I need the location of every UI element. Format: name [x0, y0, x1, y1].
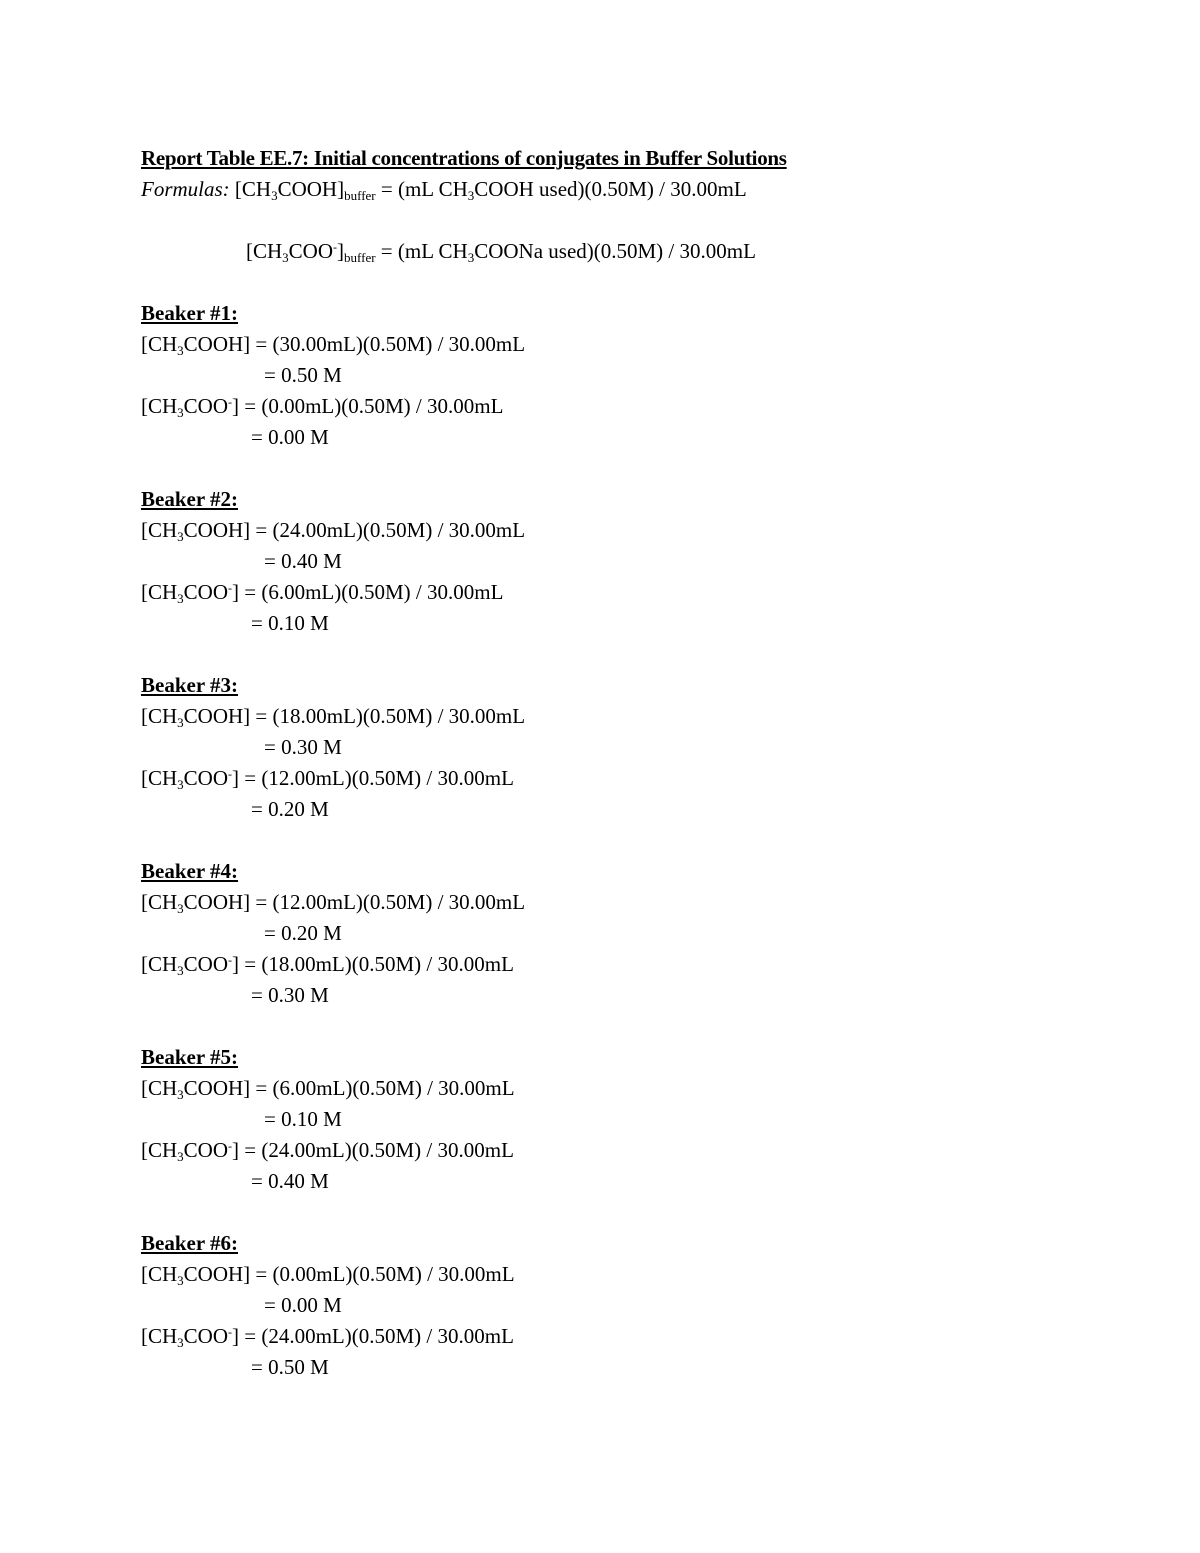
base-concentration-line: $[CH_3COO^-] = (24.00mL)(0.50M) / 30.00mL$ [141, 1138, 514, 1164]
base-concentration-line: $[CH_3COO^-] = (0.00mL)(0.50M) / 30.00mL$ [141, 394, 504, 420]
beaker-block [141, 1042, 1101, 1197]
base-concentration-line: $[CH_3COO^-] = (6.00mL)(0.50M) / 30.00mL$ [141, 580, 504, 606]
acid-concentration-line: $[CH_3COOH] = (12.00mL)(0.50M) / 30.00mL$ [141, 890, 526, 916]
beaker-block [141, 1228, 1101, 1383]
acid-concentration-line: $[CH_3COOH] = (6.00mL)(0.50M) / 30.00mL$ [141, 1076, 515, 1102]
acid-result: = 0.20 M [264, 921, 342, 945]
formula-acid-line [141, 174, 1101, 205]
base-result: = 0.30 M [251, 983, 329, 1007]
formula-base-lhs: $[CH_3COO^-]buffer$ [246, 239, 376, 265]
acid-result: = 0.10 M [264, 1107, 342, 1131]
acid-concentration-line: $[CH_3COOH] = (30.00mL)(0.50M) / 30.00mL$ [141, 332, 526, 358]
beaker-heading: Beaker #3: [141, 673, 239, 697]
formulas-label: Formulas: [141, 177, 230, 201]
acid-concentration-line: $[CH_3COOH] = (24.00mL)(0.50M) / 30.00mL$ [141, 518, 526, 544]
acid-concentration-line: $[CH_3COOH] = (18.00mL)(0.50M) / 30.00mL$ [141, 704, 526, 730]
formula-acid-lhs: $[CH_3COOH]buffer$ [234, 177, 376, 203]
base-concentration-line: $[CH_3COO^-] = (24.00mL)(0.50M) / 30.00mL$ [141, 1324, 514, 1350]
beaker-heading: Beaker #6: [141, 1231, 239, 1255]
document-page [141, 143, 1101, 1414]
base-result: = 0.50 M [251, 1355, 329, 1379]
beaker-heading: Beaker #1: [141, 301, 239, 325]
base-result: = 0.00 M [251, 425, 329, 449]
base-concentration-line: $[CH_3COO^-] = (18.00mL)(0.50M) / 30.00mL$ [141, 952, 514, 978]
formula-base-line [141, 236, 1101, 267]
beaker-heading: Beaker #5: [141, 1045, 239, 1069]
beaker-block [141, 298, 1101, 453]
acid-result: = 0.40 M [264, 549, 342, 573]
base-concentration-line: $[CH_3COO^-] = (12.00mL)(0.50M) / 30.00mL$ [141, 766, 514, 792]
beaker-list [141, 298, 1101, 1383]
formula-acid-rhs: = (mL $CH_3COOH$ used)(0.50M) / 30.00mL [375, 177, 747, 203]
beaker-block [141, 484, 1101, 639]
beaker-heading: Beaker #4: [141, 859, 239, 883]
formula-base-rhs: = (mL $CH_3COONa$ used)(0.50M) / 30.00mL [375, 239, 756, 265]
acid-concentration-line: $[CH_3COOH] = (0.00mL)(0.50M) / 30.00mL$ [141, 1262, 515, 1288]
acid-result: = 0.50 M [264, 363, 342, 387]
acid-result: = 0.30 M [264, 735, 342, 759]
beaker-heading: Beaker #2: [141, 487, 239, 511]
base-result: = 0.10 M [251, 611, 329, 635]
base-result: = 0.40 M [251, 1169, 329, 1193]
acid-result: = 0.00 M [264, 1293, 342, 1317]
beaker-block [141, 856, 1101, 1011]
beaker-block [141, 670, 1101, 825]
base-result: = 0.20 M [251, 797, 329, 821]
report-title: Report Table EE.7: Initial concentrations of conjugates in Buffer Solutions [141, 146, 787, 170]
